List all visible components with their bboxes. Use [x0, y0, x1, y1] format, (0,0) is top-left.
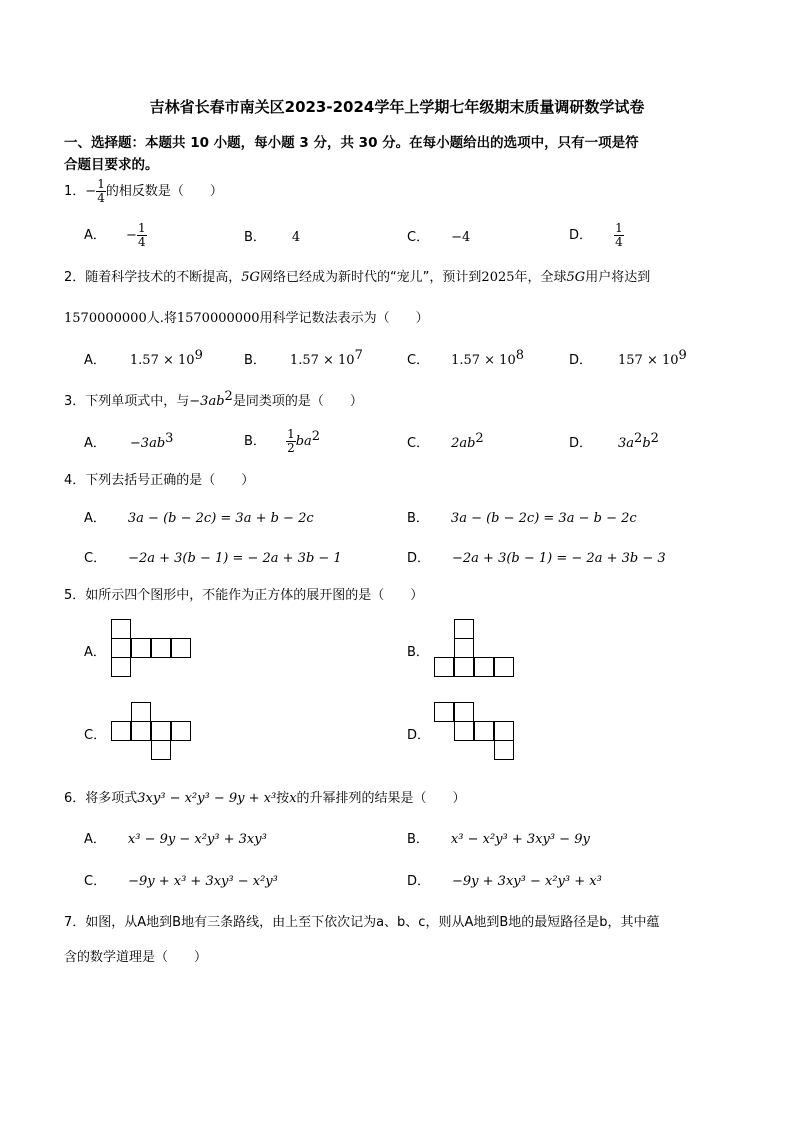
question-7-line1: 7．如图，从A地到B地有三条路线，由上至下依次记为a、b、c，则从A地到B地的最短路径是b，其中蕴	[64, 915, 660, 930]
question-6: 6．将多项式3xy³ − x²y³ − 9y + x³按x的升幂排列的结果是（ ）	[64, 791, 466, 806]
section-heading-line2: 合题目要求的。	[64, 157, 159, 173]
q3-option-a[interactable]: A． $-3ab^3$	[84, 431, 174, 451]
minus-sign: −	[85, 184, 97, 199]
question-text: 的相反数是（ ）	[105, 184, 223, 199]
question-number: 1．	[64, 184, 86, 199]
q4-option-b[interactable]: B． 3a − (b − 2c) = 3a − b − 2c	[407, 511, 637, 526]
q3-option-d[interactable]: D． $3a^2b^2$	[569, 431, 659, 451]
fraction: $\frac{1}{4}$	[97, 177, 105, 205]
question-2-line2: 1570000000人.将1570000000用科学记数法表示为（ ）	[64, 311, 429, 326]
q6-option-a[interactable]: A． x³ − 9y − x²y³ + 3xy³	[84, 832, 267, 847]
section-heading-line1: 一、选择题：本题共 10 小题，每小题 3 分，共 30 分。在每小题给出的选项中，只有一项是符	[64, 135, 639, 151]
question-2-line1: 2．随着科学技术的不断提高，5G网络已经成为新时代的“宠儿”，预计到2025年，全球5G用户将达到	[64, 270, 651, 285]
question-5: 5．如所示四个图形中，不能作为正方体的展开图的是（ ）	[64, 588, 424, 603]
q5-option-a[interactable]: A．	[84, 645, 106, 660]
q6-option-b[interactable]: B． x³ − x²y³ + 3xy³ − 9y	[407, 832, 590, 847]
q5-option-d[interactable]: D．	[407, 728, 431, 743]
q6-option-d[interactable]: D． −9y + 3xy³ − x²y³ + x³	[407, 874, 602, 889]
q3-option-c[interactable]: C． $2ab^2$	[407, 431, 484, 451]
q5-option-c[interactable]: C．	[84, 728, 107, 743]
q1-option-b[interactable]: B． 4	[244, 230, 301, 245]
question-1	[64, 178, 223, 205]
q5-option-b[interactable]: B．	[407, 645, 429, 660]
question-4: 4．下列去括号正确的是（ ）	[64, 473, 255, 488]
question-7-line2: 含的数学道理是（ ）	[64, 950, 208, 965]
q1-option-a[interactable]: A． − $\frac{1}{4}$	[84, 221, 146, 249]
q2-option-a[interactable]: A． $1.57 \times 10^9$	[84, 348, 203, 368]
q2-option-b[interactable]: B． $1.57 \times 10^7$	[244, 348, 363, 368]
page-title: 吉林省长春市南关区2023-2024学年上学期七年级期末质量调研数学试卷	[149, 98, 645, 116]
q2-option-d[interactable]: D． $157 \times 10^9$	[569, 348, 687, 368]
question-3: 3．下列单项式中，与$-3ab^2$是同类项的是（ ）	[64, 389, 363, 409]
q4-option-c[interactable]: C． −2a + 3(b − 1) = − 2a + 3b − 1	[84, 551, 342, 566]
q4-option-d[interactable]: D． −2a + 3(b − 1) = − 2a + 3b − 3	[407, 551, 666, 566]
q6-option-c[interactable]: C． −9y + x³ + 3xy³ − x²y³	[84, 874, 278, 889]
q2-option-c[interactable]: C． $1.57 \times 10^8$	[407, 348, 525, 368]
q4-option-a[interactable]: A． 3a − (b − 2c) = 3a + b − 2c	[84, 511, 314, 526]
q1-option-d[interactable]: D． $\frac{1}{4}$	[569, 221, 623, 249]
q3-option-b[interactable]: B． $\frac{1}{2}$ $ba^2$	[244, 427, 321, 455]
q1-option-c[interactable]: C． −4	[407, 230, 471, 245]
